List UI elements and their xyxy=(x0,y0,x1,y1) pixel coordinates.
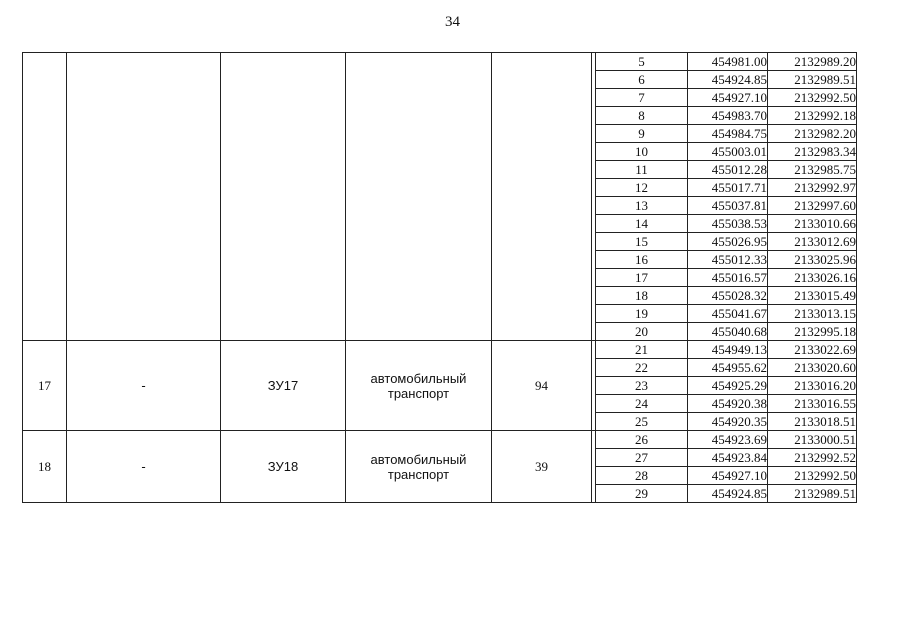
point-number-cell: 27 xyxy=(596,449,688,467)
table-body xyxy=(23,53,857,503)
coord-x-cell: 454925.29 xyxy=(688,377,768,395)
coord-x-cell: 455012.28 xyxy=(688,161,768,179)
coord-y-cell: 2132992.18 xyxy=(768,107,857,125)
coord-y-cell: 2132982.20 xyxy=(768,125,857,143)
point-number-cell: 13 xyxy=(596,197,688,215)
coord-y-cell: 2132992.97 xyxy=(768,179,857,197)
permitted-use-cell: автомобильный транспорт xyxy=(346,431,492,503)
coord-y-cell: 2132992.50 xyxy=(768,467,857,485)
point-number-cell: 12 xyxy=(596,179,688,197)
coord-x-cell: 455038.53 xyxy=(688,215,768,233)
coord-y-cell: 2133012.69 xyxy=(768,233,857,251)
parcel-code-cell: ЗУ17 xyxy=(221,341,346,431)
point-number-cell: 21 xyxy=(596,341,688,359)
coord-y-cell: 2133026.16 xyxy=(768,269,857,287)
point-number-cell: 16 xyxy=(596,251,688,269)
coord-x-cell: 455016.57 xyxy=(688,269,768,287)
coord-y-cell: 2132983.34 xyxy=(768,143,857,161)
point-number-cell: 17 xyxy=(596,269,688,287)
coord-y-cell: 2132995.18 xyxy=(768,323,857,341)
permitted-use-cell xyxy=(346,53,492,341)
coord-y-cell: 2132985.75 xyxy=(768,161,857,179)
area-cell xyxy=(492,53,592,341)
coord-y-cell: 2133025.96 xyxy=(768,251,857,269)
parcel-coordinates-table xyxy=(22,52,857,503)
table-row xyxy=(23,53,857,71)
point-number-cell: 6 xyxy=(596,71,688,89)
coord-y-cell: 2133000.51 xyxy=(768,431,857,449)
coord-y-cell: 2133022.69 xyxy=(768,341,857,359)
coord-x-cell: 454923.69 xyxy=(688,431,768,449)
coord-y-cell: 2133013.15 xyxy=(768,305,857,323)
coord-x-cell: 454949.13 xyxy=(688,341,768,359)
point-number-cell: 10 xyxy=(596,143,688,161)
coord-x-cell: 454984.75 xyxy=(688,125,768,143)
point-number-cell: 25 xyxy=(596,413,688,431)
coord-y-cell: 2132989.51 xyxy=(768,485,857,503)
coord-x-cell: 454924.85 xyxy=(688,71,768,89)
coord-x-cell: 454920.38 xyxy=(688,395,768,413)
parcel-number-cell xyxy=(23,53,67,341)
parcel-number-cell: 17 xyxy=(23,341,67,431)
point-number-cell: 5 xyxy=(596,53,688,71)
coord-x-cell: 455003.01 xyxy=(688,143,768,161)
coord-x-cell: 455012.33 xyxy=(688,251,768,269)
point-number-cell: 29 xyxy=(596,485,688,503)
point-number-cell: 22 xyxy=(596,359,688,377)
coord-x-cell: 454927.10 xyxy=(688,467,768,485)
coord-x-cell: 454927.10 xyxy=(688,89,768,107)
coord-x-cell: 455028.32 xyxy=(688,287,768,305)
coord-y-cell: 2133020.60 xyxy=(768,359,857,377)
area-cell: 94 xyxy=(492,341,592,431)
parcel-code-cell xyxy=(221,53,346,341)
point-number-cell: 19 xyxy=(596,305,688,323)
coord-y-cell: 2132997.60 xyxy=(768,197,857,215)
point-number-cell: 11 xyxy=(596,161,688,179)
coord-x-cell: 454924.85 xyxy=(688,485,768,503)
coord-x-cell: 454981.00 xyxy=(688,53,768,71)
coord-y-cell: 2133010.66 xyxy=(768,215,857,233)
coord-y-cell: 2133015.49 xyxy=(768,287,857,305)
coord-x-cell: 455040.68 xyxy=(688,323,768,341)
coord-y-cell: 2132992.52 xyxy=(768,449,857,467)
coord-x-cell: 455017.71 xyxy=(688,179,768,197)
cadastral-number-cell xyxy=(67,53,221,341)
coord-y-cell: 2132989.51 xyxy=(768,71,857,89)
coord-y-cell: 2133016.55 xyxy=(768,395,857,413)
permitted-use-cell: автомобильный транспорт xyxy=(346,341,492,431)
cadastral-number-cell: - xyxy=(67,341,221,431)
parcel-code-cell: ЗУ18 xyxy=(221,431,346,503)
point-number-cell: 9 xyxy=(596,125,688,143)
coord-y-cell: 2132992.50 xyxy=(768,89,857,107)
coord-x-cell: 454955.62 xyxy=(688,359,768,377)
point-number-cell: 24 xyxy=(596,395,688,413)
cadastral-number-cell: - xyxy=(67,431,221,503)
coord-x-cell: 454920.35 xyxy=(688,413,768,431)
page-number: 34 xyxy=(445,14,460,30)
parcel-number-cell: 18 xyxy=(23,431,67,503)
point-number-cell: 15 xyxy=(596,233,688,251)
point-number-cell: 14 xyxy=(596,215,688,233)
coord-x-cell: 455041.67 xyxy=(688,305,768,323)
point-number-cell: 26 xyxy=(596,431,688,449)
coord-y-cell: 2133018.51 xyxy=(768,413,857,431)
coord-x-cell: 454923.84 xyxy=(688,449,768,467)
coord-x-cell: 455026.95 xyxy=(688,233,768,251)
point-number-cell: 23 xyxy=(596,377,688,395)
point-number-cell: 28 xyxy=(596,467,688,485)
point-number-cell: 8 xyxy=(596,107,688,125)
point-number-cell: 20 xyxy=(596,323,688,341)
coord-y-cell: 2133016.20 xyxy=(768,377,857,395)
table-row xyxy=(23,431,857,449)
table-row xyxy=(23,341,857,359)
area-cell: 39 xyxy=(492,431,592,503)
coord-x-cell: 454983.70 xyxy=(688,107,768,125)
point-number-cell: 18 xyxy=(596,287,688,305)
coord-x-cell: 455037.81 xyxy=(688,197,768,215)
point-number-cell: 7 xyxy=(596,89,688,107)
coord-y-cell: 2132989.20 xyxy=(768,53,857,71)
